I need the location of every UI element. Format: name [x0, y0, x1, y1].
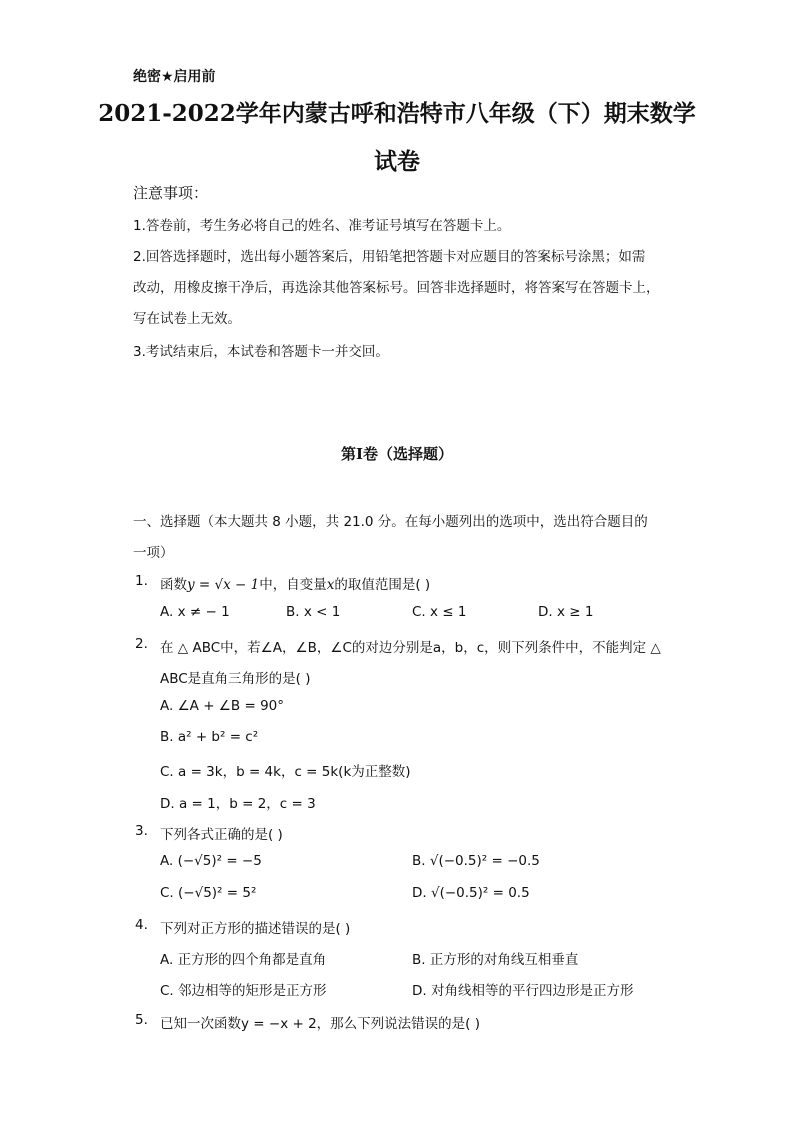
stem-text: 的取值范围是( ) — [334, 577, 431, 593]
option-d: D. a = 1，b = 2，c = 3 — [160, 796, 316, 812]
question-stem: 已知一次函数y = −x + 2，那么下列说法错误的是( ) — [160, 1016, 480, 1032]
stem-text: 函数 — [160, 577, 187, 593]
option-a: A. 正方形的四个角都是直角 — [160, 952, 327, 968]
question-stem — [160, 573, 430, 593]
stem-formula: y = √x − 1 — [187, 577, 260, 593]
option-a: A. (−√5)² = −5 — [160, 853, 262, 869]
section-title: 第Ⅰ卷（选择题） — [340, 445, 454, 463]
notice-line-2b: 改动，用橡皮擦干净后，再选涂其他答案标号。回答非选择题时，将答案写在答题卡上， — [133, 280, 660, 296]
notice-line-2c: 写在试卷上无效。 — [133, 311, 241, 327]
exam-title-line1: 2021-2022学年内蒙古呼和浩特市八年级（下）期末数学 — [98, 100, 696, 127]
notice-line-2a: 2.回答选择题时，选出每小题答案后，用铅笔把答题卡对应题目的答案标号涂黑；如需 — [133, 249, 646, 265]
stem-text: 中，自变量 — [259, 577, 327, 593]
question-number: 3. — [135, 823, 148, 839]
stem-variable: x — [326, 577, 335, 593]
question-stem: 下列各式正确的是( ) — [160, 827, 283, 843]
question-stem-line1: 在 △ ABC中，若∠A，∠B，∠C的对边分别是a，b，c，则下列条件中，不能判定 △ — [160, 640, 661, 656]
option-b: B. 正方形的对角线互相垂直 — [412, 952, 579, 968]
exam-title-line2: 试卷 — [374, 148, 420, 175]
part-heading-line1: 一、选择题（本大题共 8 小题，共 21.0 分。在每小题列出的选项中，选出符合题目的 — [133, 514, 648, 530]
option-c: C. x ≤ 1 — [412, 604, 467, 620]
option-a: A. ∠A + ∠B = 90° — [160, 698, 284, 714]
notice-heading: 注意事项： — [133, 184, 209, 202]
option-b: B. √(−0.5)² = −0.5 — [412, 853, 540, 869]
secret-mark: 绝密★启用前 — [133, 69, 216, 85]
part-heading-line2: 一项） — [133, 545, 174, 561]
option-a: A. x ≠ − 1 — [160, 604, 230, 620]
option-c: C. a = 3k，b = 4k，c = 5k(k为正整数) — [160, 764, 411, 780]
option-d: D. x ≥ 1 — [538, 604, 594, 620]
option-b: B. x < 1 — [286, 604, 341, 620]
option-c: C. (−√5)² = 5² — [160, 885, 257, 901]
question-stem-line2: ABC是直角三角形的是( ) — [160, 671, 311, 687]
option-d: D. √(−0.5)² = 0.5 — [412, 885, 530, 901]
option-c: C. 邻边相等的矩形是正方形 — [160, 983, 327, 999]
option-b: B. a² + b² = c² — [160, 729, 259, 745]
notice-line-3: 3.考试结束后，本试卷和答题卡一并交回。 — [133, 344, 389, 360]
question-number: 1. — [135, 573, 148, 589]
notice-line-1: 1.答卷前，考生务必将自己的姓名、准考证号填写在答题卡上。 — [133, 218, 511, 234]
question-number: 5. — [135, 1012, 148, 1028]
question-stem: 下列对正方形的描述错误的是( ) — [160, 921, 351, 937]
option-d: D. 对角线相等的平行四边形是正方形 — [412, 983, 634, 999]
question-number: 2. — [135, 636, 148, 652]
question-number: 4. — [135, 917, 148, 933]
